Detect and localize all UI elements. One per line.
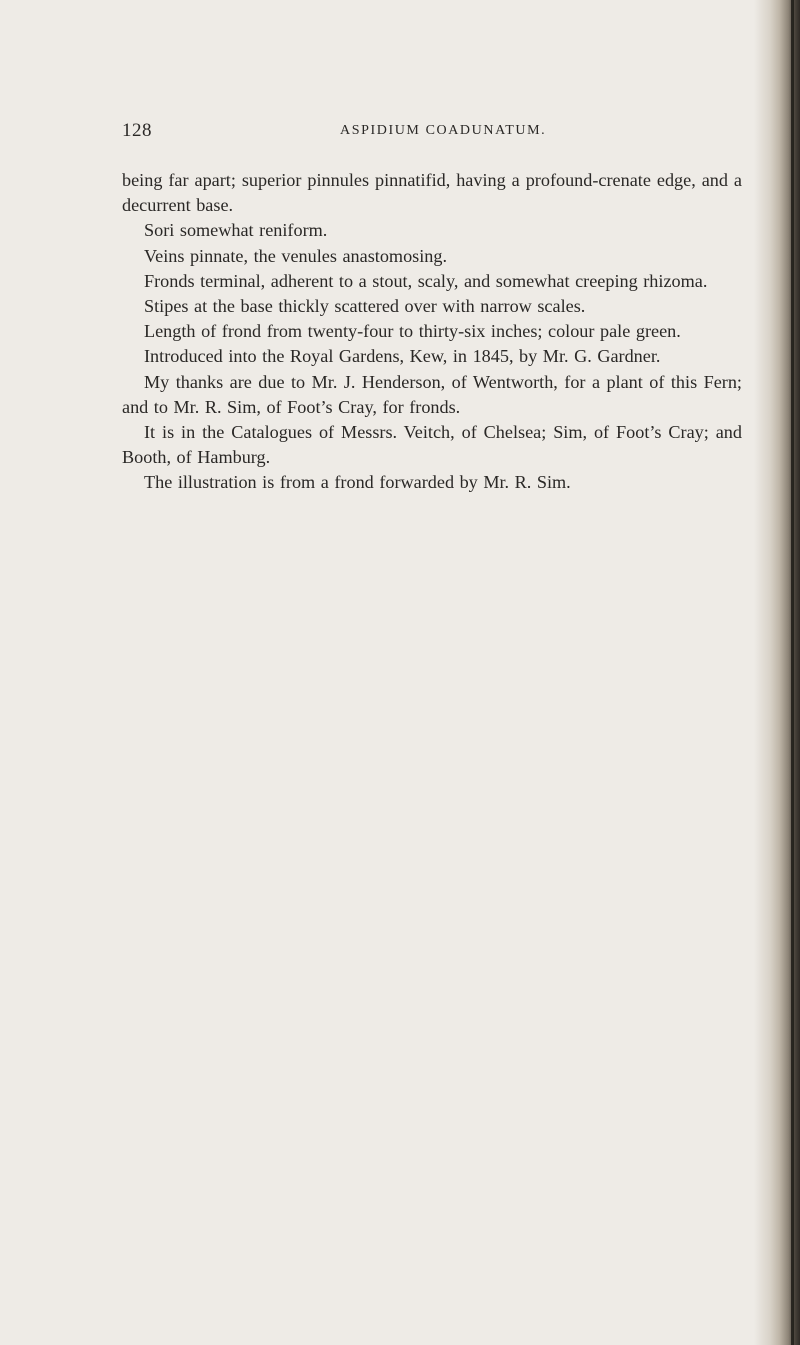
paragraph-introduced: Introduced into the Royal Gardens, Kew, in 1845, by Mr. G. Gardner. xyxy=(144,346,661,367)
page-number: 128 xyxy=(122,120,152,141)
paragraph-veins: Veins pinnate, the venules anastomosing. xyxy=(144,245,448,266)
running-title: ASPIDIUM COADUNATUM. xyxy=(340,123,547,138)
paragraph-sori: Sori somewhat reniform. xyxy=(144,220,328,241)
body-text xyxy=(122,168,742,496)
paragraph-thanks: My thanks are due to Mr. J. Henderson, of Wentworth, for a plant of this Fern; and to Mr. R. Sim, of Foot’s Cray, for fronds. xyxy=(122,371,742,417)
paragraph-catalogues: It is in the Catalogues of Messrs. Veitch, of Chelsea; Sim, of Foot’s Cray; and Booth, of Hamburg. xyxy=(122,422,742,468)
paragraph-continued: being far apart; superior pinnules pinnatifid, having a profound-crenate edge, and a decurrent base. xyxy=(122,170,742,216)
paragraph-length: Length of frond from twenty-four to thirty-six inches; colour pale green. xyxy=(144,321,681,342)
paragraph-fronds: Fronds terminal, adherent to a stout, scaly, and somewhat creeping rhizoma. xyxy=(144,270,708,291)
page-header xyxy=(122,120,742,144)
paragraph-stipes: Stipes at the base thickly scattered over with narrow scales. xyxy=(144,296,586,317)
paragraph-illustration: The illustration is from a frond forwarded by Mr. R. Sim. xyxy=(144,472,571,493)
book-spine-edge xyxy=(791,0,794,1345)
